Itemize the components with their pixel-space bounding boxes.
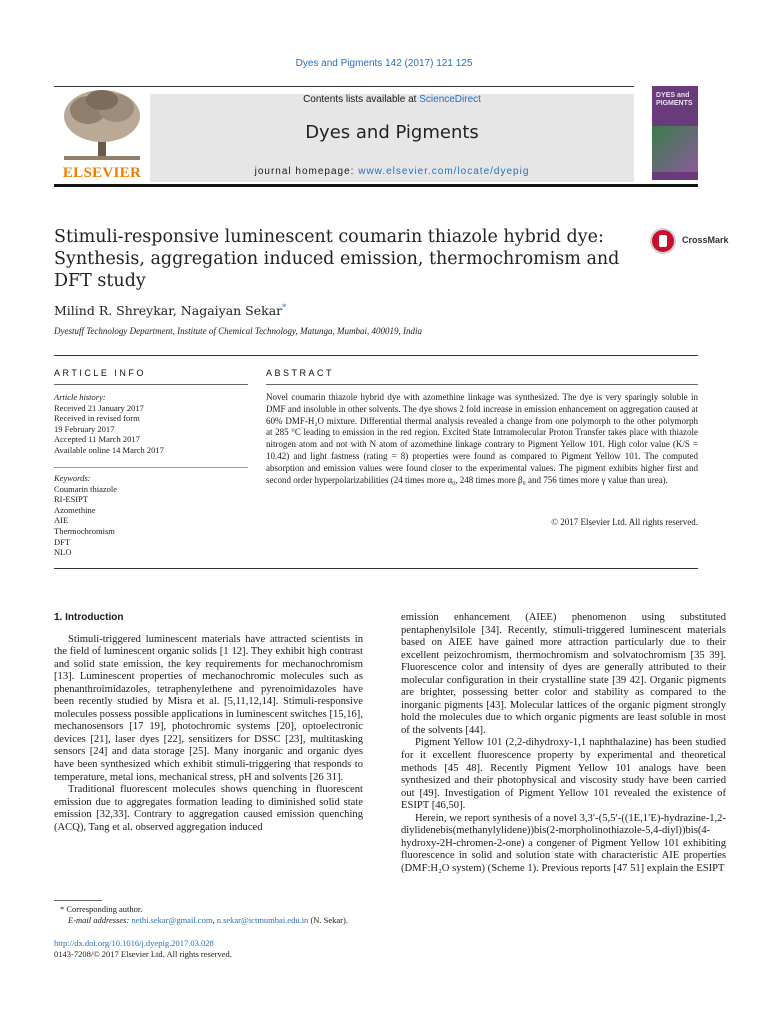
contents-line [150,94,634,105]
body-paragraph: Stimuli-triggered luminescent materials have attracted scientists in the field of luminescent organic solids [1 12]. They exhibit high contrast and solid state emission, the key requirements for mechanochromism [13]. Luminescent properties of mechanochromic molecules such as phenanthroimidazoles, tetraphenylethene and pyrenoimidazoles have been recently studied by Misra et al. [5,11,12,14]. Stimuli-responsive molecules possess possible applications in luminescent switches [15,16], mechanosensors [17 19], photochromic systems [20], optoelectronic devices [21], laser dyes [22], sensitizers for DSSC [23], multitasking sensors [24] and data storage [25]. Many inorganic and organic dyes have been synthesized which exhibit stimuli-triggering that responds to temperature, metal ions, mechanical stress, pH and solvents [26 31]. [54,633,363,783]
body-paragraph: Herein, we report synthesis of a novel 3,3′-(5,5′-((1E,1′E)-hydrazine-1,2-diylidenebis(methanylylidene))bis(2-morpholinothiazole-5,4-diyl))bis(4-hydroxy-2H-chromen-2-one) a congener of Pigment Yellow 101 exhibiting fluorescence in solid and solution state with characteristic AIE properties (DMF:H₂O system) (Scheme 1). Previous reports [47 51] explain the ESIPT [401,812,726,874]
crossmark-icon [650,228,676,254]
article-title: Stimuli-responsive luminescent coumarin thiazole hybrid dye: Synthesis, aggregation induced emission, thermochromism and DFT study [54,227,620,291]
cover-art [652,126,698,172]
authors: Milind R. Shreykar, Nagaiyan Sekar [54,303,283,319]
section-heading: 1. Introduction [54,612,124,623]
cover-title: DYES and PIGMENTS [656,92,693,107]
email-line [54,915,434,926]
article-info-heading: ARTICLE INFO [54,368,146,378]
abstract-heading: ABSTRACT [266,368,335,378]
crossmark-badge[interactable] [650,228,740,254]
doi-link[interactable]: http://dx.doi.org/10.1016/j.dyepig.2017.03.028 [54,938,214,948]
keyword: Azomethine [54,504,96,515]
body-paragraph: emission enhancement (AIEE) phenomenon using substituted pentaphenylsilole [34]. Recently, stimuli-triggered luminescent materials based on AIEE have gained more attraction particularly due to their excellent peizochromism, thermochromism and solvatochromism [35 39]. Fluorescence color and intensity of dyes are generally attributed to their molecular configuration in their crystalline state [39 42]. Organic pigments are brighter, possessing better color and stability as compared to the inorganic pigments [43]. Molecular lattices of the organic pigment strongly hold the molecules due to which organic pigments are least soluble in most of the solvents [44]. [401,612,726,736]
history-item: Received in revised form [54,413,140,424]
issn-copyright: 0143-7208/© 2017 Elsevier Ltd. All rights reserved. [54,948,232,959]
abstract-rule [266,384,698,385]
section-rule-bottom [54,568,698,569]
keywords-label: Keywords: [54,473,91,483]
corresponding-author-mark[interactable]: * [282,303,287,312]
author-list [54,303,286,318]
keywords-rule [54,467,248,468]
abstract-copyright: © 2017 Elsevier Ltd. All rights reserved. [551,517,698,527]
publisher-name: ELSEVIER [62,165,142,181]
section-rule [54,355,698,356]
email-link-1[interactable]: nethi.sekar@gmail.com [131,914,213,925]
crossmark-label: CrossMark [682,235,729,245]
tree-icon [54,86,150,164]
journal-reference[interactable]: Dyes and Pigments 142 (2017) 121 125 [295,58,473,69]
keyword: Coumarin thiazole [54,483,118,494]
homepage-line [150,166,634,177]
elsevier-logo[interactable] [54,86,150,182]
sciencedirect-link[interactable]: ScienceDirect [419,94,481,105]
homepage-prefix: journal homepage: [254,166,359,177]
body-paragraph: Pigment Yellow 101 (2,2-dihydroxy-1,1 naphthalazine) has been studied for it excellent fluorescence property by experimental and theoretical methods [45 48]. Recently Pigment Yellow 101 analogs have been synthesized and their photophysical and viscosity study have been carried out [49]. Investigation of Pigment Yellow 101 revealed the existence of ESIPT [46,50]. [401,737,726,812]
keyword: Thermochromism [54,525,115,536]
body-column-right [401,612,726,875]
history-item: 19 February 2017 [54,423,115,434]
email-separator: , [212,914,217,925]
abstract-text: Novel coumarin thiazole hybrid dye with azomethine linkage was synthesized. The dye is very sparingly soluble in DMF and insoluble in other solvents. The dye shows 2 fold increase in emission enhancement on aggregation caused at 60% DMF-H₂O mixture. Differential thermal analysis revealed a change from one polymorph to the other polymorph at 285 °C leading to emission in the red region. Excited State Intramolecular Proton Transfer takes place with thiazole nitrogen atom and not with N atom of azomethine linkage contrary to Pigment Yellow 101. High color value (K/S = 10.42) and light fastness (rating = 8) properties were found as compared to Pigment Yellow 101. The computed absorption and emission values were found closer to the experimental values. The pigment exhibits higher first and second order hyperpolarizabilities (24 times more α₀, 248 times more β₀ and 756 times more γ value than urea). [266,392,698,485]
article-info-rule [54,384,248,385]
doi-block [54,938,454,959]
contents-prefix: Contents lists available at [303,94,420,105]
history-item: Received 21 January 2017 [54,402,144,413]
header-thick-rule [54,184,698,187]
footnote-rule [54,900,102,901]
article-history [54,392,248,456]
journal-cover[interactable] [652,86,698,180]
email-label: E-mail addresses: [68,914,132,925]
journal-name: Dyes and Pigments [305,122,479,143]
body-paragraph: Traditional fluorescent molecules shows quenching in fluorescent emission due to aggregates formation leading to diminished solid state emission [32,33]. Contrary to aggregation caused emission quenching (ACQ), Tang et al. observed aggregation induced [54,784,363,833]
history-item: Available online 14 March 2017 [54,444,164,455]
homepage-link[interactable]: www.elsevier.com/locate/dyepig [358,166,530,177]
affiliation: Dyestuff Technology Department, Institute of Chemical Technology, Matunga, Mumbai, 400019, India [54,326,423,336]
body-column-left [54,612,363,834]
email-suffix: (N. Sekar). [308,914,348,925]
footnote [54,904,434,925]
corresponding-note: * Corresponding author. [60,904,143,914]
history-label: Article history: [54,392,106,402]
keywords-list [54,473,248,558]
journal-banner [150,94,634,182]
keyword: RI-ESIPT [54,494,88,505]
history-item: Accepted 11 March 2017 [54,434,140,445]
keyword: DFT [54,536,71,547]
email-link-2[interactable]: n.sekar@ictmumbai.edu.in [216,914,309,925]
keyword: AIE [54,515,69,526]
keyword: NLO [54,547,72,558]
